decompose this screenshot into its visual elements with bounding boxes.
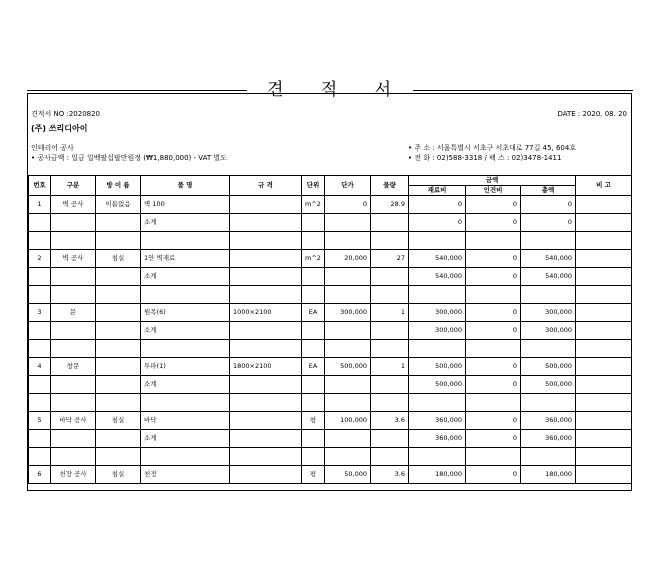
cell-unit (302, 430, 325, 448)
cell-item (141, 340, 230, 358)
cell-category (51, 214, 96, 232)
cell-note (576, 358, 632, 376)
cell-no (29, 286, 51, 304)
cell-spec (230, 268, 302, 286)
cell-category (51, 376, 96, 394)
col-note: 비 고 (576, 176, 632, 196)
cell-spec (230, 448, 302, 466)
table-row (29, 340, 632, 358)
cell-total (521, 286, 576, 304)
cell-qty: 1 (371, 358, 409, 376)
cell-note (576, 340, 632, 358)
cell-category: 천장 공사 (51, 466, 96, 484)
cell-material: 360,000 (409, 430, 466, 448)
cell-item (141, 448, 230, 466)
cell-room: 이름없음 (96, 196, 141, 214)
cell-material: 0 (409, 214, 466, 232)
col-no: 번호 (29, 176, 51, 196)
cell-total: 300,000 (521, 322, 576, 340)
cell-labor: 0 (466, 214, 521, 232)
cell-unit: m^2 (302, 250, 325, 268)
cell-category: 벽 공사 (51, 196, 96, 214)
cell-unit (302, 340, 325, 358)
table-row (29, 376, 632, 394)
cell-spec (230, 466, 302, 484)
cell-item (141, 286, 230, 304)
cell-spec (230, 322, 302, 340)
cell-unit-price: 300,000 (325, 304, 371, 322)
cell-category (51, 394, 96, 412)
cell-category (51, 232, 96, 250)
cell-room: 침실 (96, 466, 141, 484)
cell-total: 540,000 (521, 250, 576, 268)
cell-spec (230, 376, 302, 394)
cell-spec (230, 286, 302, 304)
cell-unit-price: 100,000 (325, 412, 371, 430)
cell-qty (371, 322, 409, 340)
table-row (29, 412, 632, 430)
cell-unit-price (325, 394, 371, 412)
cell-room (96, 268, 141, 286)
cell-item: 바닥 (141, 412, 230, 430)
cell-labor (466, 232, 521, 250)
cell-spec (230, 232, 302, 250)
cell-total: 300,000 (521, 304, 576, 322)
cell-total: 360,000 (521, 412, 576, 430)
cell-no (29, 340, 51, 358)
col-room: 방 이 름 (96, 176, 141, 196)
cell-material: 0 (409, 196, 466, 214)
cell-no (29, 232, 51, 250)
cell-note (576, 448, 632, 466)
cell-unit-price (325, 430, 371, 448)
cell-unit-price: 500,000 (325, 358, 371, 376)
cell-material (409, 286, 466, 304)
cell-no: 2 (29, 250, 51, 268)
cell-item: 1안 벽재료 (141, 250, 230, 268)
col-material: 재료비 (409, 186, 466, 196)
cell-labor (466, 340, 521, 358)
cell-unit-price (325, 322, 371, 340)
col-unit: 단위 (302, 176, 325, 196)
table-row (29, 304, 632, 322)
cell-no: 3 (29, 304, 51, 322)
cell-category: 벽 공사 (51, 250, 96, 268)
cell-room (96, 304, 141, 322)
cell-no (29, 430, 51, 448)
cell-category: 문 (51, 304, 96, 322)
cell-material: 500,000 (409, 358, 466, 376)
cell-note (576, 376, 632, 394)
cell-labor: 0 (466, 268, 521, 286)
col-item: 품 명 (141, 176, 230, 196)
cell-total: 0 (521, 196, 576, 214)
cell-unit-price (325, 232, 371, 250)
cell-note (576, 466, 632, 484)
cell-material: 500,000 (409, 376, 466, 394)
cell-spec (230, 196, 302, 214)
cell-category (51, 286, 96, 304)
cell-item: 소계 (141, 214, 230, 232)
cell-item (141, 232, 230, 250)
cell-labor (466, 286, 521, 304)
cell-unit: EA (302, 304, 325, 322)
cell-qty: 3.6 (371, 412, 409, 430)
cell-category (51, 448, 96, 466)
cell-room (96, 376, 141, 394)
cell-total: 500,000 (521, 376, 576, 394)
cell-total: 180,000 (521, 466, 576, 484)
cell-note (576, 430, 632, 448)
cell-unit-price: 20,000 (325, 250, 371, 268)
cell-material: 180,000 (409, 466, 466, 484)
cell-total: 0 (521, 214, 576, 232)
cell-spec: 1800×2100 (230, 358, 302, 376)
cell-no (29, 376, 51, 394)
client-name: (주) 쓰리디아이 (31, 124, 88, 133)
cell-category (51, 430, 96, 448)
cell-unit-price (325, 268, 371, 286)
table-row (29, 430, 632, 448)
col-spec: 규 격 (230, 176, 302, 196)
cell-no (29, 322, 51, 340)
amount-note: • 공사금액 : 일금 일백팔십팔만원정 (₩1,880,000) - VAT 별도 (31, 154, 227, 162)
cell-unit: 평 (302, 466, 325, 484)
cell-no (29, 214, 51, 232)
cell-unit-price: 0 (325, 196, 371, 214)
cell-spec (230, 214, 302, 232)
cell-no (29, 268, 51, 286)
cell-room (96, 448, 141, 466)
cell-qty (371, 394, 409, 412)
cell-labor: 0 (466, 466, 521, 484)
table-row (29, 286, 632, 304)
cell-total: 500,000 (521, 358, 576, 376)
cell-room (96, 340, 141, 358)
cell-no: 1 (29, 196, 51, 214)
cell-qty: 28.9 (371, 196, 409, 214)
col-category: 구분 (51, 176, 96, 196)
cell-note (576, 268, 632, 286)
cell-unit: m^2 (302, 196, 325, 214)
cell-item: 벽 100 (141, 196, 230, 214)
project-name: 인테리어 공사 (31, 144, 74, 152)
cell-item: 천정 (141, 466, 230, 484)
cell-unit-price (325, 376, 371, 394)
col-total: 총액 (521, 186, 576, 196)
cell-material (409, 340, 466, 358)
cell-spec (230, 412, 302, 430)
cell-labor: 0 (466, 430, 521, 448)
cell-material: 540,000 (409, 268, 466, 286)
company-address: • 주 소 : 서울특별시 서초구 서초대로 77길 45, 604호 (408, 144, 577, 152)
table-row (29, 394, 632, 412)
cell-labor (466, 448, 521, 466)
col-qty: 물량 (371, 176, 409, 196)
cell-qty (371, 448, 409, 466)
cell-material (409, 232, 466, 250)
cell-qty (371, 232, 409, 250)
cell-note (576, 322, 632, 340)
table-row (29, 214, 632, 232)
cell-spec (230, 394, 302, 412)
cell-unit-price (325, 214, 371, 232)
cell-unit-price: 50,000 (325, 466, 371, 484)
cell-qty (371, 214, 409, 232)
col-labor: 인건비 (466, 186, 521, 196)
cell-total (521, 448, 576, 466)
cell-qty: 27 (371, 250, 409, 268)
table-row (29, 268, 632, 286)
cell-room (96, 430, 141, 448)
cell-spec (230, 340, 302, 358)
cell-note (576, 232, 632, 250)
cell-unit (302, 394, 325, 412)
cell-unit (302, 376, 325, 394)
cell-room: 침실 (96, 250, 141, 268)
cell-no: 5 (29, 412, 51, 430)
cell-labor: 0 (466, 376, 521, 394)
cell-material: 300,000 (409, 304, 466, 322)
cell-category: 창문 (51, 358, 96, 376)
cell-no (29, 448, 51, 466)
company-phone: • 전 화 : 02)588-3318 / 팩 스 : 02)3478-1411 (408, 154, 562, 162)
table-row (29, 250, 632, 268)
table-row (29, 322, 632, 340)
cell-material: 540,000 (409, 250, 466, 268)
cell-material: 300,000 (409, 322, 466, 340)
cell-qty (371, 430, 409, 448)
col-unit-price: 단가 (325, 176, 371, 196)
cell-item: 소계 (141, 430, 230, 448)
cell-material (409, 394, 466, 412)
cell-unit-price (325, 286, 371, 304)
cell-labor (466, 394, 521, 412)
cell-labor: 0 (466, 358, 521, 376)
cell-total: 360,000 (521, 430, 576, 448)
cell-unit (302, 268, 325, 286)
cell-unit: EA (302, 358, 325, 376)
cell-note (576, 196, 632, 214)
cell-note (576, 250, 632, 268)
cell-category (51, 322, 96, 340)
cell-total (521, 394, 576, 412)
cell-qty (371, 286, 409, 304)
estimate-table (28, 175, 632, 484)
cell-no: 6 (29, 466, 51, 484)
estimate-sheet (27, 93, 632, 491)
cell-material (409, 448, 466, 466)
cell-qty: 3.6 (371, 466, 409, 484)
cell-labor: 0 (466, 250, 521, 268)
cell-total: 540,000 (521, 268, 576, 286)
cell-total (521, 232, 576, 250)
cell-spec: 1000×2100 (230, 304, 302, 322)
cell-item: 투파(1) (141, 358, 230, 376)
doc-number: 견적서 NO :2020820 (31, 110, 101, 118)
cell-unit-price (325, 340, 371, 358)
cell-note (576, 394, 632, 412)
cell-no: 4 (29, 358, 51, 376)
cell-note (576, 412, 632, 430)
cell-unit: 평 (302, 412, 325, 430)
cell-unit (302, 448, 325, 466)
cell-qty (371, 268, 409, 286)
cell-note (576, 304, 632, 322)
cell-unit (302, 322, 325, 340)
cell-qty (371, 340, 409, 358)
cell-room (96, 286, 141, 304)
table-header-row (29, 176, 632, 186)
cell-item: 소계 (141, 268, 230, 286)
cell-room (96, 358, 141, 376)
cell-labor: 0 (466, 196, 521, 214)
cell-category: 바닥 공사 (51, 412, 96, 430)
cell-item: 소계 (141, 376, 230, 394)
cell-labor: 0 (466, 322, 521, 340)
cell-category (51, 268, 96, 286)
table-row (29, 232, 632, 250)
document-title: 견 적 서 (247, 80, 413, 100)
doc-date: DATE : 2020. 08. 20 (557, 110, 627, 118)
cell-unit (302, 286, 325, 304)
cell-room: 침실 (96, 412, 141, 430)
cell-room (96, 394, 141, 412)
cell-item (141, 394, 230, 412)
cell-note (576, 214, 632, 232)
cell-category (51, 340, 96, 358)
cell-item: 원목(6) (141, 304, 230, 322)
cell-total (521, 340, 576, 358)
cell-spec (230, 430, 302, 448)
cell-labor: 0 (466, 412, 521, 430)
table-row (29, 466, 632, 484)
cell-qty: 1 (371, 304, 409, 322)
table-row (29, 358, 632, 376)
cell-spec (230, 250, 302, 268)
cell-room (96, 322, 141, 340)
cell-unit (302, 232, 325, 250)
col-amount: 금액 (409, 176, 576, 186)
cell-qty (371, 376, 409, 394)
cell-unit-price (325, 448, 371, 466)
table-row (29, 448, 632, 466)
cell-material: 360,000 (409, 412, 466, 430)
cell-no (29, 394, 51, 412)
cell-room (96, 214, 141, 232)
cell-room (96, 232, 141, 250)
cell-unit (302, 214, 325, 232)
cell-labor: 0 (466, 304, 521, 322)
cell-item: 소계 (141, 322, 230, 340)
cell-note (576, 286, 632, 304)
table-row (29, 196, 632, 214)
